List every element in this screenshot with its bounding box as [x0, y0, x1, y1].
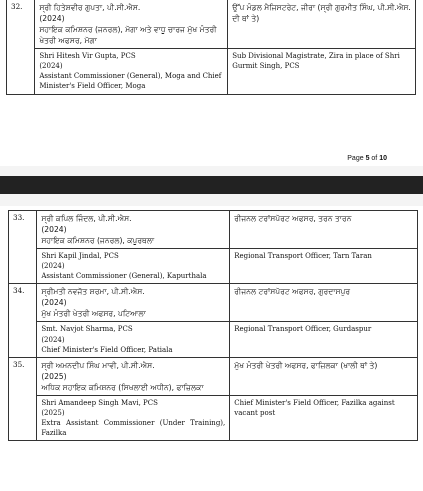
- new-post-punjabi: ਰੀਜਨਲ ਟਰਾਂਸਪੋਰਟ ਅਫਸਰ, ਤਰਨ ਤਾਰਨ: [230, 211, 418, 249]
- page-of-label: of: [369, 155, 380, 162]
- batch-year-english: (2024): [41, 262, 65, 271]
- table-row: [9, 357, 418, 395]
- officer-name-english: Smt. Navjot Sharma, PCS: [41, 325, 133, 334]
- table-row: [9, 322, 418, 357]
- batch-year-punjabi: (2024): [39, 14, 65, 23]
- officer-cell-english: [35, 49, 228, 95]
- document-page-bottom: [0, 206, 423, 491]
- officer-cell-punjabi: [35, 0, 228, 49]
- officer-name-english: Shri Hitesh Vir Gupta, PCS: [39, 52, 136, 60]
- officer-cell-english: [37, 322, 230, 357]
- new-post-punjabi: ਉੱਪ ਮੰਡਲ ਮੈਜਿਸਟਰੇਟ, ਜੀਰਾ (ਸ੍ਰੀ ਗੁਰਮੀਤ ਸਿੰਘ, ਪੀ.ਸੀ.ਐਸ. ਦੀ ਥਾਂ ਤੇ): [228, 0, 416, 49]
- officer-name-punjabi: ਸ੍ਰੀਮਤੀ ਨਵਜੋਤ ਸ਼ਰਮਾ, ਪੀ.ਸੀ.ਐਸ.: [41, 287, 145, 297]
- officer-cell-english: [37, 395, 230, 441]
- current-post-punjabi: ਮੁੱਖ ਮੰਤਰੀ ਖੇਤਰੀ ਅਫਸਰ, ਪਟਿਆਲਾ: [41, 309, 146, 319]
- page-label: Page: [347, 155, 366, 162]
- new-post-english: Regional Transport Officer, Tarn Taran: [230, 249, 418, 284]
- batch-year-english: (2024): [41, 335, 65, 344]
- page-separator-band: [0, 176, 423, 194]
- officer-cell-punjabi: [37, 211, 230, 249]
- current-post-english: Assistant Commissioner (General), Kapurthala: [41, 272, 207, 281]
- transfer-table-bottom: [8, 210, 418, 441]
- officer-name-english: Shri Amandeep Singh Mavi, PCS: [41, 398, 158, 407]
- batch-year-punjabi: (2024): [41, 225, 67, 234]
- new-post-punjabi: ਮੁੱਖ ਮੰਤਰੀ ਖੇਤਰੀ ਅਫਸਰ, ਫਾਜ਼ਿਲਕਾ (ਖਾਲੀ ਥਾਂ ਤੇ): [230, 357, 418, 395]
- serial-number: 35.: [9, 357, 37, 441]
- officer-name-punjabi: ਸ੍ਰੀ ਹਿਤੇਸ਼ਵੀਰ ਗੁਪਤਾ, ਪੀ.ਸੀ.ਐਸ.: [39, 3, 141, 12]
- new-post-english: Sub Divisional Magistrate, Zira in place of Shri Gurmit Singh, PCS: [228, 49, 416, 95]
- current-post-english: Chief Minister's Field Officer, Patiala: [41, 345, 173, 354]
- officer-name-punjabi: ਸ੍ਰੀ ਕਪਿਲ ਜਿੰਦਲ, ਪੀ.ਸੀ.ਐਸ.: [41, 214, 132, 223]
- new-post-english: Regional Transport Officer, Gurdaspur: [230, 322, 418, 357]
- table-row: [9, 249, 418, 284]
- batch-year-punjabi: (2024): [41, 298, 67, 308]
- new-post-punjabi: ਰੀਜਨਲ ਟਰਾਂਸਪੋਰਟ ਅਫਸਰ, ਗੁਰਦਾਸਪੁਰ: [230, 284, 418, 322]
- officer-cell-punjabi: [37, 284, 230, 322]
- batch-year-punjabi: (2025): [41, 371, 67, 381]
- batch-year-english: (2025): [41, 408, 65, 417]
- new-post-english: Chief Minister's Field Officer, Fazilka against vacant post: [230, 395, 418, 441]
- serial-number: 33.: [9, 211, 37, 284]
- table-row: [9, 395, 418, 441]
- table-row: [9, 284, 418, 322]
- current-post-english: Extra Assistant Commissioner (Under Training), Fazilka: [41, 419, 226, 438]
- officer-cell-english: [37, 249, 230, 284]
- current-post-punjabi: ਸਹਾਇਕ ਕਮਿਸ਼ਨਰ (ਜਨਰਲ), ਮੋਗਾ ਅਤੇ ਵਾਧੂ ਚਾਰਜ ਮੁੱਖ ਮੰਤਰੀ ਖੇਤਰੀ ਅਫਸਰ, ਮੋਗਾ: [39, 25, 217, 45]
- batch-year-english: (2024): [39, 62, 63, 71]
- table-row: [7, 0, 416, 49]
- current-post-punjabi: ਸਹਾਇਕ ਕਮਿਸ਼ਨਰ (ਜਨਰਲ), ਕਪੂਰਥਲਾ: [41, 236, 155, 245]
- page-footer: [347, 155, 387, 162]
- serial-number: 32.: [7, 0, 35, 94]
- current-post-punjabi: ਅਧਿਕ ਸਹਾਇਕ ਕਮਿਸ਼ਨਰ (ਸਿਖਲਾਈ ਅਧੀਨ), ਫਾਜ਼ਿਲਕਾ: [41, 382, 204, 392]
- page-total: 10: [379, 155, 387, 162]
- officer-name-english: Shri Kapil Jindal, PCS: [41, 252, 119, 260]
- table-row: [9, 211, 418, 249]
- serial-number: 34.: [9, 284, 37, 357]
- current-post-english: Assistant Commissioner (General), Moga and Chief Minister's Field Officer, Moga: [39, 72, 222, 91]
- table-row: [7, 49, 416, 95]
- page-current: 5: [365, 155, 370, 162]
- officer-name-punjabi: ਸ੍ਰੀ ਅਮਨਦੀਪ ਸਿੰਘ ਮਾਵੀ, ਪੀ.ਸੀ.ਐਸ.: [41, 360, 155, 370]
- transfer-table-top: [6, 0, 416, 95]
- officer-cell-punjabi: [37, 357, 230, 395]
- document-page-top: [0, 0, 423, 166]
